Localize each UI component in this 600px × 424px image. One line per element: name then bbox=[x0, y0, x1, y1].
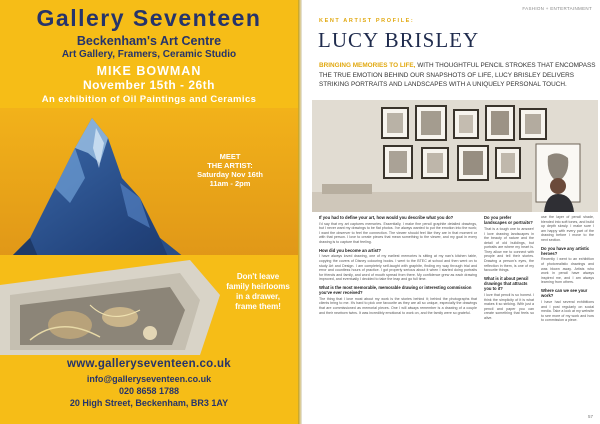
profile-name: LUCY BRISLEY bbox=[318, 28, 480, 52]
interview-column bbox=[484, 215, 534, 415]
standfirst-body: WITH THOUGHTFUL PENCIL STROKES THAT ENCOMPASS THE TRUE EMOTION BEHIND OUR SNAPSHOTS OF LIFE, LUCY BRISLEY DELIVERS STRIKING PORTRAITS AND LANDSCAPES WITH A UNIQUELY PERSONAL TOUCH. bbox=[319, 62, 596, 88]
interview-answer: The thing that I love most about my work is the stories behind it; behind the photographs that clients bring to me. It's hard to pick one favourite as they are all so unique, especially the drawings that are commissioned as memorial pieces. One I will always remember is a drawing of a couple and their newborn twins. It was incredibly emotional to work on, and the family were so grateful. bbox=[319, 296, 477, 315]
interview-answer: I'd say that my art captures memories. Essentially, I make fine pencil graphite detailed drawings, but I never want my drawings to be flat photos. I've always wanted to put the emotion into the work; I want the observer to feel the connection. The viewer should feel like they are in that moment or with that person. I love to create pieces that mean something to the viewer, and my goal in every drawing is to capture that feeling. bbox=[319, 221, 477, 245]
standfirst-highlight: BRINGING MEMORIES TO LIFE, bbox=[319, 62, 416, 69]
meet-line: Saturday Nov 16th bbox=[197, 170, 263, 179]
interview-answer: That is a tough one to answer! I love drawing landscapes in the beauty of nature and the detail of old buildings, but portraits are where my heart is. They allow me to connect with people and tell their stories. Drawing a person's eyes, the reflection in them, is one of my favourite things. bbox=[484, 226, 534, 273]
interview-column bbox=[319, 215, 477, 415]
interview-question: Where can we see your work? bbox=[541, 288, 588, 299]
artist-name: MIKE BOWMAN bbox=[96, 64, 202, 78]
interview-question: If you had to define your art, how would you describe what you do? bbox=[319, 215, 454, 220]
gallery-title: Gallery Seventeen bbox=[36, 5, 262, 31]
meet-line: 11am - 2pm bbox=[209, 179, 251, 188]
interview-question: What is it about pencil drawings that attracts you to it? bbox=[484, 275, 529, 292]
standfirst bbox=[319, 61, 597, 90]
interview-answer: I have had several exhibitions and I post regularly on social media. Take a look at my website to see more of my work and how to commission a piece. bbox=[541, 299, 594, 323]
section-tag: FASHION + ENTERTAINMENT bbox=[522, 6, 592, 11]
interview-body bbox=[319, 215, 594, 415]
heirloom-line: in a drawer, bbox=[235, 292, 281, 301]
meet-line: MEET bbox=[219, 152, 241, 161]
interview-answer: I love that pencil is so honest. I think the simplicity of it is what makes it so striking. With just a pencil and paper you can create something that feels so alive. bbox=[484, 292, 534, 320]
artist-profile-page bbox=[302, 0, 600, 424]
interview-question: What is the most memorable, memorable drawing or interesting commission you've ever received? bbox=[319, 284, 472, 296]
gallery-services: Art Gallery, Framers, Ceramic Studio bbox=[61, 49, 237, 60]
email-link[interactable]: info@galleryseventeen.co.uk bbox=[86, 374, 212, 384]
gallery-subtitle: Beckenham's Art Centre bbox=[76, 34, 222, 48]
interview-answer: I have always loved drawing, one of my earliest memories is sitting at my nan's kitchen table, copying the covers of Disney colouring books. I went to the BTEC at school and then went on to study Art and Design. I am completely self-taught with graphite, finding my way through trial and error and countless hours of practice. I got properly serious about it when I started doing portraits for friends and family, and word of mouth spread from there. My confidence grew as each drawing improved, and eventually I decided to take the leap and go full time. bbox=[319, 254, 477, 282]
interview-column bbox=[541, 215, 594, 415]
interview-question: Do you have any artistic heroes? bbox=[541, 245, 590, 256]
heirloom-line: family heirlooms bbox=[226, 282, 290, 291]
interview-answer: Recently I went to an exhibition of photorealistic drawings and was blown away. Artists who work in pencil have always inspired me, and I am always learning from others. bbox=[541, 257, 594, 285]
phone-number: 020 8658 1788 bbox=[118, 386, 180, 396]
interview-answer: use the layer of pencil shade, blended into soft tones, and build up depth slowly. I make sure I am happy with every part of the drawing before I move to the next section. bbox=[541, 215, 594, 242]
interview-question: How did you become an artist? bbox=[319, 247, 381, 253]
meet-the-artist bbox=[190, 152, 270, 188]
website-link[interactable]: www.galleryseventeen.co.uk bbox=[67, 358, 231, 370]
heirloom-callout bbox=[218, 272, 298, 312]
heirloom-line: Don't leave bbox=[236, 272, 280, 281]
exhibition-description: An exhibition of Oil Paintings and Ceramics bbox=[41, 94, 257, 105]
gallery-advert bbox=[0, 0, 298, 424]
profile-kicker: KENT ARTIST PROFILE: bbox=[319, 18, 415, 24]
artist-studio-photo bbox=[312, 100, 598, 212]
gallery-address: 20 High Street, Beckenham, BR3 1AY bbox=[69, 398, 229, 408]
page-number: 57 bbox=[587, 414, 593, 419]
meet-line: THE ARTIST: bbox=[207, 161, 253, 170]
heirloom-line: frame them! bbox=[235, 302, 281, 311]
interview-question: Do you prefer landscapes or portraits? bbox=[484, 215, 533, 226]
exhibition-dates: November 15th - 26th bbox=[82, 78, 216, 92]
